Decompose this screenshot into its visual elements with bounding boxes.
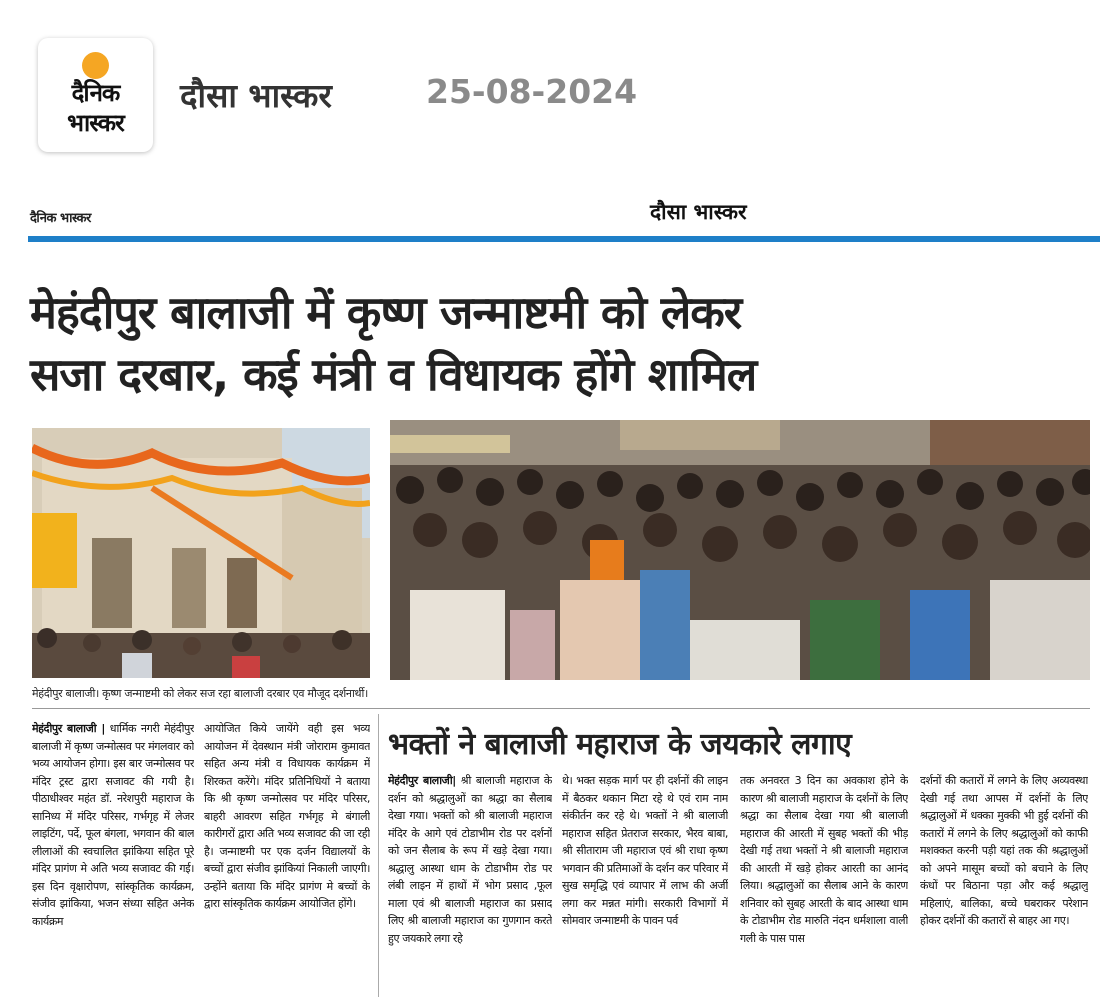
article-col-3 [388,772,552,997]
temple-illustration [32,428,370,678]
dateline-2: मेहंदीपुर बालाजी| [388,774,456,787]
photo-caption: मेहंदीपुर बालाजी। कृष्ण जन्माष्टमी को लेकर सज रहा बालाजी दरबार एव मौजूद दर्शनार्थी। [32,687,368,700]
caption-divider [32,708,1090,709]
column-divider [378,714,379,997]
headline-line1: मेहंदीपुर बालाजी में कृष्ण जन्माष्टमी को लेकर [30,286,742,339]
headline-line2: सजा दरबार, कई मंत्री व विधायक होंगे शामिल [30,348,757,401]
publication-date: 25-08-2024 [426,72,638,111]
article-col-1 [32,720,194,996]
article-col-3-text: श्री बालाजी महाराज के दर्शन को श्रद्धालुओं का श्रद्धा का सैलाब देखा गया। भक्तों को श्री बालाजी महाराज मंदिर के आगे एवं टोडाभीम रोड पर दर्शनों को जन सैलाब के रूप में खड़े देखा गया। श्रद्धालु आस्था धाम के टोडाभीम रोड पर लंबी लाइन में हाथों में भोग प्रसाद ,फूल माला एवं श्री बालाजी महाराज का प्रसाद लिए श्री बालाजी महाराज का गुणगान करते हुए जयकारे लगा रहे [388,774,552,945]
masthead-rule [28,236,1100,242]
sub-headline: भक्तों ने बालाजी महाराज के जयकारे लगाए [388,727,852,762]
logo-text-line1: दैनिक [71,79,120,107]
article-col-5: तक अनवरत 3 दिन का अवकाश होने के कारण श्री बालाजी महाराज के दर्शनों के लिए श्रद्धा का सैलाब देखा गया श्री बालाजी महाराज की आरती में सुबह भक्तों की भीड़ देखी गई तथा भक्तों ने श्री बालाजी महाराज की आरती में खड़े होकर आरती का आनंद लिया। श्रद्धालुओं का सैलाब आने के कारण शनिवार को सुबह आरती के बाद आस्था धाम के टोडाभीम रोड मारुति नंदन धर्मशाला वाली गली के पास पास [740,774,908,945]
main-headline [30,282,1090,406]
article-col-2: आयोजित किये जायेंगे वही इस भव्य आयोजन में देवस्थान मंत्री जोराराम कुमावत सहित अन्य मंत्री व विधायक कार्यक्रम में शिरकत करेंगे। मंदिर प्रतिनिधियों ने बताया कि श्री कृष्ण जन्मोत्सव पर मंदिर परिसर, बाहरी आवरण सहित गर्भगृह मे बंगाली कारीगरों द्वारा अति भव्य सजावट की जा रही है। जन्माष्टमी पर एक दर्जन विद्यालयों के बच्चों द्वारा संजीव झांकियां निकाली जाएगी। उन्होंने बताया कि मंदिर प्रागंण मे बच्चों के द्वारा सांस्कृतिक कार्यक्रम आयोजित होंगे। [204,722,370,910]
publication-name: दौसा भास्कर [180,76,332,115]
masthead-edition: दौसा भास्कर [650,200,747,224]
article-col-1-text: धार्मिक नगरी मेहंदीपुर बालाजी में कृष्ण जन्मोत्सव पर मंगलवार को भव्य आयोजन होगा। इस बार जन्मोत्सव पर मंदिर ट्रस्ट द्वारा सजावट की गयी है। पीठाधीश्वर महंत डॉ. नरेशपुरी महाराज के सानिध्य में मंदिर परिसर, गर्भगृह में लेजर लाइटिंग, पर्दे, फूल बंगला, भगवान की बाल लीलाओं की स्वचालित झांकिया सहित पूरे मंदिर प्रागंण मे अति भव्य सजावट की गई। इस दिन वृक्षारोपण, सांस्कृतिक कार्यक्रम, संजीव झांकिया, भजन संध्या सहित अनेक कार्यक्रम [32,722,194,928]
dateline: मेहंदीपुर बालाजी | [32,722,105,735]
article-col-6: दर्शनों की कतारों में लगने के लिए अव्यवस्था देखी गई तथा आपस में दर्शनों के लिए श्रद्धालुओं में धक्का मुक्की भी हुई दर्शनों की कतारों में लगने के लिए श्रद्धालुओं को काफी मशक्कत करनी पड़ी यहां तक की श्रद्धालुओं को अपने मासूम बच्चों को बचाने के लिए कंधों पर बिठाना पड़ा और कई श्रद्धालु महिलाएं, बालिका, बच्चे घबराकर परेशान होकर दर्शनों की कतारों से बाहर आ गए। [920,774,1088,927]
photo-temple-decoration [32,428,370,678]
logo-text-line2: भास्कर [67,109,124,137]
crowd-illustration [390,420,1090,680]
sun-icon [82,52,109,79]
dainik-bhaskar-logo [38,38,153,152]
masthead-brand: दैनिक भास्कर [30,211,91,226]
photo-devotee-crowd [390,420,1090,680]
article-col-4: थे। भक्त सड़क मार्ग पर ही दर्शनों की लाइन में बैठकर थकान मिटा रहे थे एवं राम नाम संकीर्तन कर रहे थे। भक्तों ने श्री बालाजी महाराज सहित प्रेतराज सरकार, भैरव बाबा, श्री सीताराम जी महाराज एवं श्री राधा कृष्ण भगवान की प्रतिमाओं के दर्शन कर परिवार में सुख समृद्धि एवं व्यापार में लाभ की अर्जी लगा कर मन्नत मांगी। सरकारी विभागों में सोमवार जन्माष्टमी के पावन पर्व [562,774,728,927]
